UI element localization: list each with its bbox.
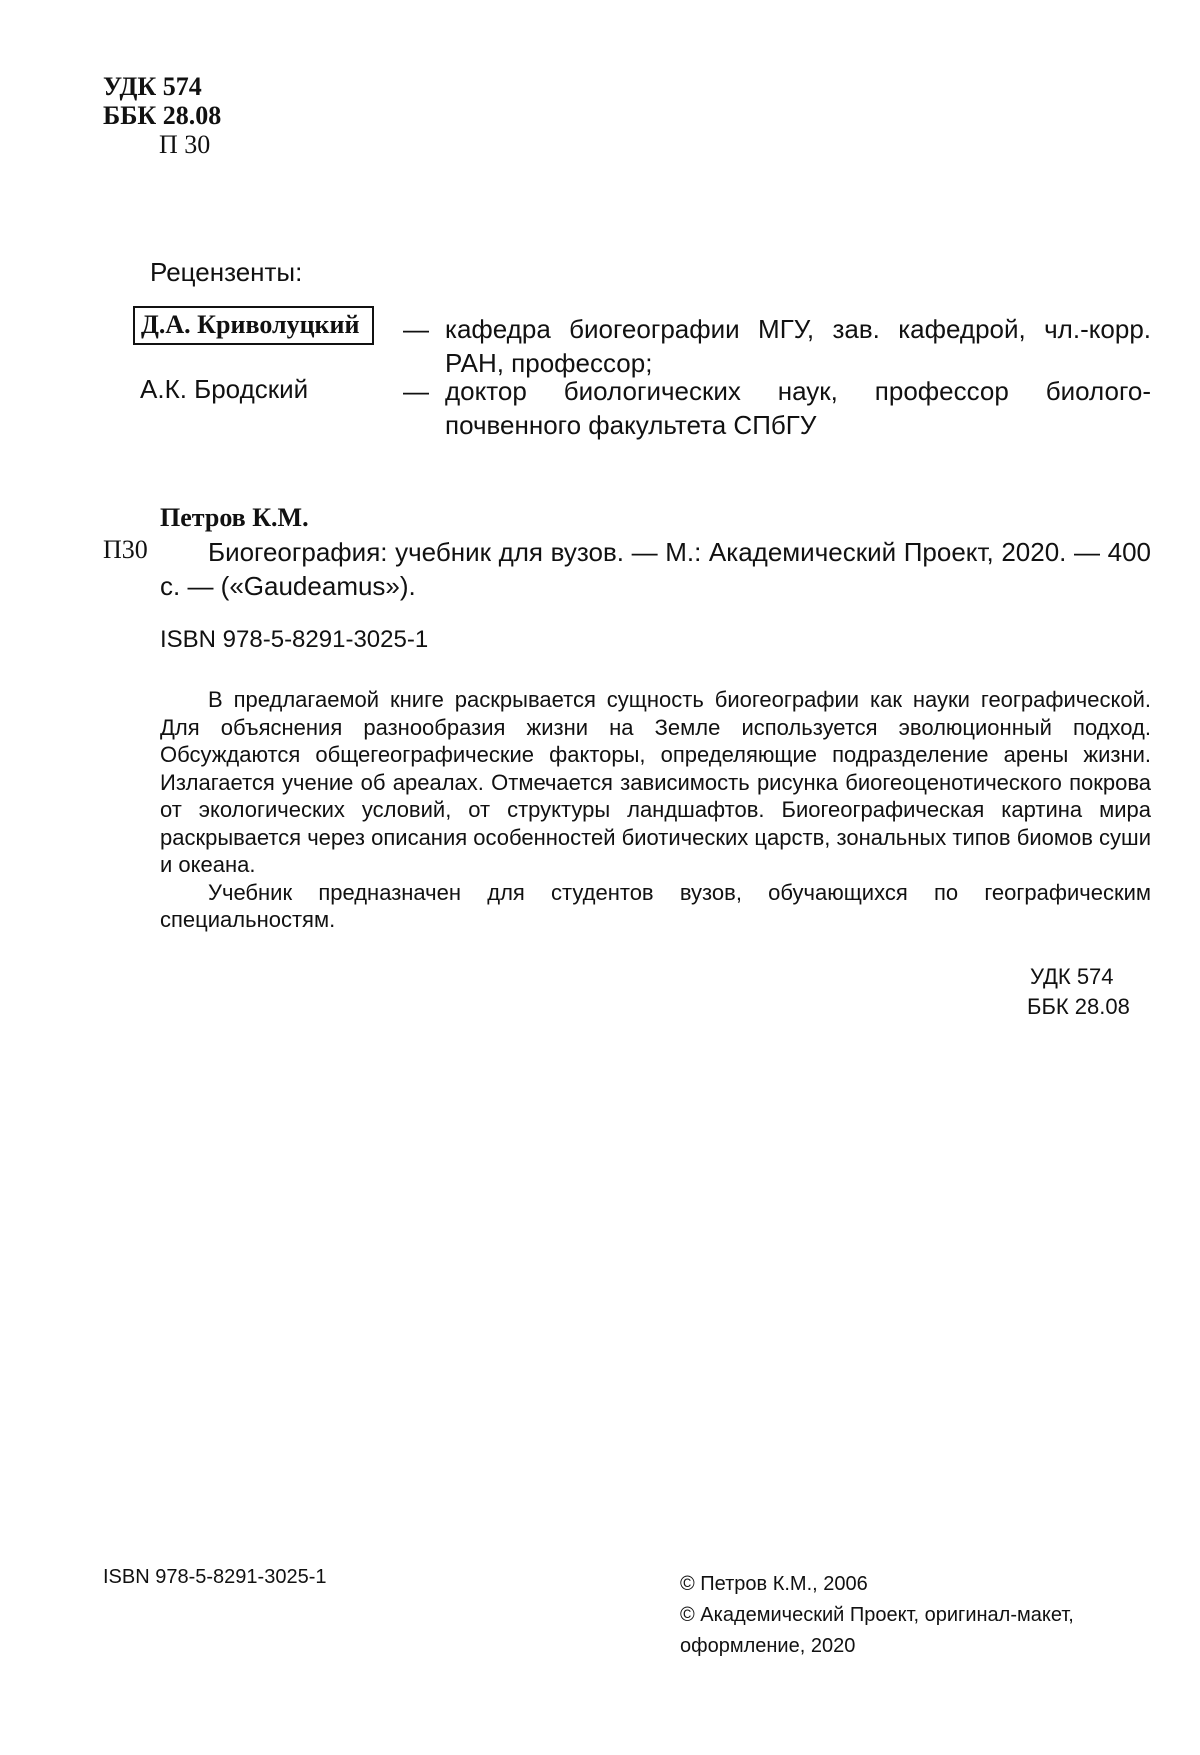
- annotation: [160, 686, 1151, 934]
- catalog-entry: Биогеография: учебник для вузов. — М.: Академический Проект, 2020. — 400 с. — («Gaudeamus»).: [160, 535, 1151, 603]
- copyright-publisher: [680, 1600, 1140, 1662]
- udk-code-right: УДК 574: [1030, 962, 1130, 992]
- reviewer-row: [133, 374, 1151, 448]
- copyright-author: © Петров К.М., 2006: [680, 1569, 1140, 1600]
- copyright-publisher-text: © Академический Проект, оригинал-макет, оформление, 2020: [680, 1604, 1074, 1657]
- reviewer-description-text: доктор биологических наук, профессор биолого-почвенного факультета СПбГУ: [445, 374, 1151, 442]
- reviewer-description-text: кафедра биогеографии МГУ, зав. кафедрой, чл.-корр. РАН, профессор;: [445, 312, 1151, 380]
- isbn-footer: ISBN 978-5-8291-3025-1: [103, 1566, 326, 1589]
- reviewer-name-framed: Д.А. Криволуцкий: [133, 306, 374, 345]
- reviewer-description: [403, 374, 1151, 442]
- book-author: Петров К.М.: [160, 503, 309, 533]
- catalog-mark: П30: [103, 535, 148, 565]
- author-mark: П 30: [103, 130, 221, 159]
- classification-right: [1030, 962, 1130, 1022]
- udk-code: УДК 574: [103, 72, 221, 101]
- copyright-block: [680, 1569, 1140, 1662]
- classification-block: [103, 72, 221, 159]
- reviewer-description: [403, 312, 1151, 380]
- reviewer-dash: —: [403, 312, 429, 346]
- bbk-code-right: ББК 28.08: [1027, 992, 1130, 1022]
- reviewer-name: А.К. Бродский: [140, 374, 308, 405]
- reviewers-title: Рецензенты:: [150, 257, 302, 288]
- annotation-paragraph: В предлагаемой книге раскрывается сущность биогеографии как науки географической. Для объяснения разнообразия жизни на Земле используется эволюционный подход. Обсуждаются общегеографические факторы, определяющие подразделение арены жизни. Излагается учение об ареалах. Отмечается зависимость рисунка биогеоценотического покрова от экологических условий, от структуры ландшафтов. Биогеографическая картина мира раскрывается через описания особенностей биотических царств, зональных типов биомов суши и океана.: [160, 686, 1151, 879]
- bbk-code: ББК 28.08: [103, 101, 221, 130]
- annotation-paragraph: Учебник предназначен для студентов вузов, обучающихся по географическим специальностям.: [160, 879, 1151, 934]
- isbn-main: ISBN 978-5-8291-3025-1: [160, 626, 428, 654]
- reviewer-dash: —: [403, 374, 429, 408]
